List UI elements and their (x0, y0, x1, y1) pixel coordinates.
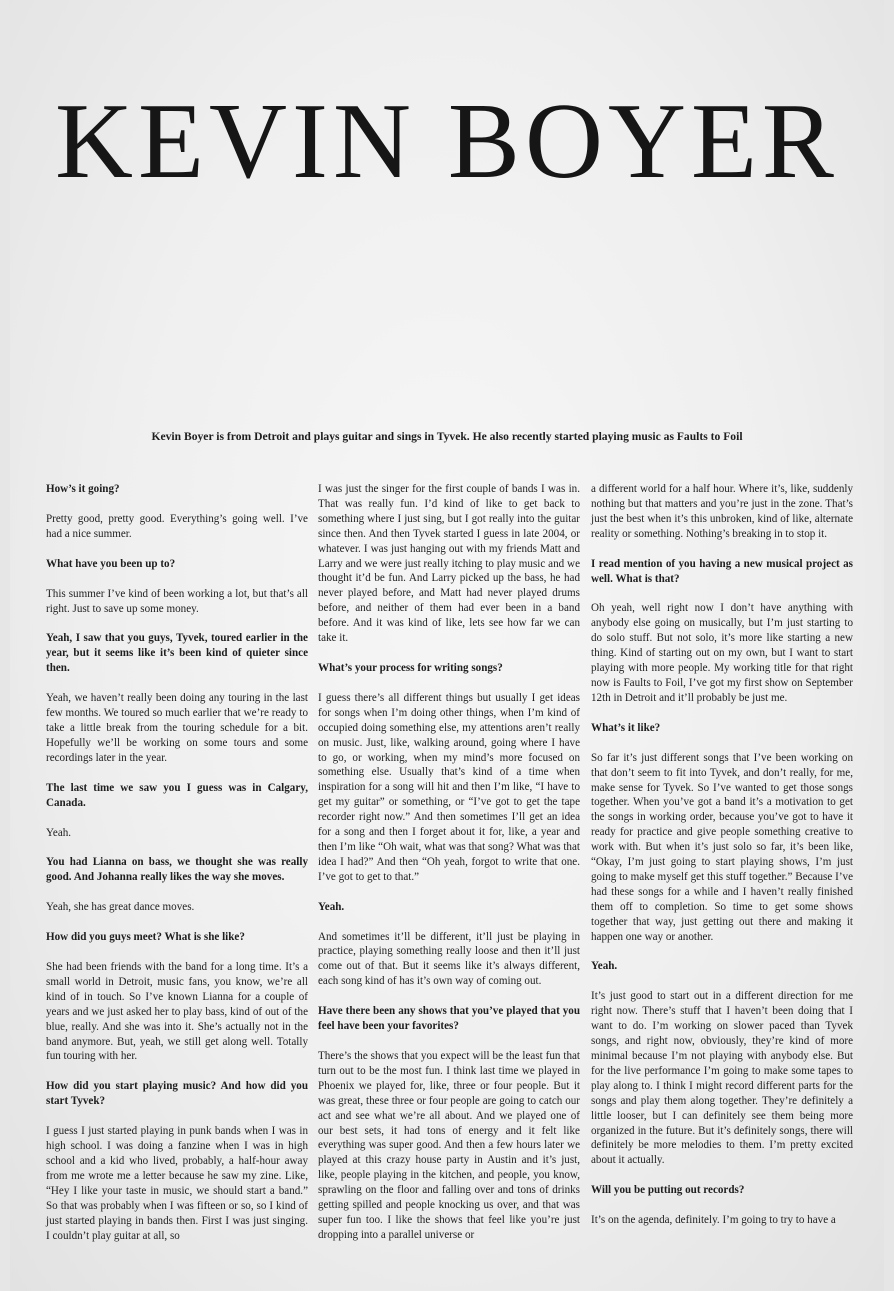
interview-answer: I was just the singer for the first couple of bands I was in. That was really fun. I’d kind of like to get back to something where I just sing, but I got really into the guitar since then. And then Tyvek started I guess in late 2004, or whatever. I was just hanging out with my friends Matt and Larry and we were just really itching to play music and we thought it’d be fun. And Larry picked up the bass, he had never played before, and Matt had never played drums before, and neither of them had ever been in a band before. And it was kind of like, lets see how far we can take it. (318, 483, 580, 645)
interview-question: What have you been up to? (46, 557, 176, 570)
interview-answer: So far it’s just different songs that I’ve been working on that don’t seem to fit into Tyvek, and don’t really, for me, make sense for Tyvek. So I’ve wanted to get those songs together. When you’ve got a band it’s a motivation to get the songs in working order, because you’ve got to have it ready for practice and give people something creative to work with. But when it’s just solo so far, it’s been like, “Okay, I’m just going to start playing shows, I’m just going to make myself get this stuff together.” Because I’ve had these songs for a while and I haven’t really finished them off to completion. So time to get some shows together that way, just getting out there and making it happen one way or another. (591, 751, 853, 943)
interview-question: Yeah. (318, 900, 345, 913)
interview-answer: There’s the shows that you expect will be the least fun that turn out to be the most fun. I think last time we played in Phoenix we played for, like, three or four people. But it was great, these three or four people are going to catch our act and see what we’re all about. And we played one of our best sets, it had tons of energy and it felt like everything was super good. And then a few hours later we played at this crazy house party in Austin and it’s just, like, people playing in the kitchen, and people, you know, sprawling on the floor and falling over and tons of drinks getting spilled and people knocking us over, and that was super fun too. I like the shows that feel like you’re just dropping into a parallel universe or (318, 1050, 580, 1241)
interview-answer: Yeah, we haven’t really been doing any touring in the last few months. We toured so much earlier that we’re ready to take a little break from the touring schedule for a bit. Hopefully we’ll be working on some tours and some recordings later in the year. (46, 692, 308, 764)
interview-question: Yeah, I saw that you guys, Tyvek, toured earlier in the year, but it seems like it’s been kind of quieter since then. (46, 632, 308, 675)
interview-column-2 (318, 482, 580, 1258)
interview-question: Have there been any shows that you’ve played that you feel have been your favorites? (318, 1005, 580, 1033)
interview-answer: It’s on the agenda, definitely. I’m going to try to have a (591, 1214, 836, 1227)
interview-question: You had Lianna on bass, we thought she was really good. And Johanna really likes the way she moves. (46, 856, 308, 884)
interview-answer: It’s just good to start out in a different direction for me right now. There’s stuff that I haven’t been doing that I want to do. I’m working on slower paced than Tyvek songs, and right now, obviously, they’re kind of more minimal because I’m not playing with anybody else. But for the live performance I’m going to make some tapes to play along to. I think I might record different parts for the songs and play them along together. They’re definitely a little looser, but I can definitely see them being more organized in the future. But it’s definitely songs, there will definitely be more melodies to them. I’m pretty excited about it actually. (591, 990, 853, 1167)
interview-column-3 (591, 482, 853, 1243)
interview-answer: Yeah. (46, 826, 72, 839)
interview-answer: And sometimes it’ll be different, it’ll just be playing in practice, playing something really loose and then it’ll just come out of that. But it seems like it’s always different, each song kind of has it’s own way of coming out. (318, 930, 580, 988)
interview-answer: She had been friends with the band for a long time. It’s a small world in Detroit, music fans, you know, we’re all kind of in touch. So I’ve known Lianna for a couple of years and we just asked her to play bass, kind of out of the blue, really. And she was into it. She’s actually not in the band anymore. But, yeah, we still get along well. Totally fun touring with her. (46, 961, 308, 1063)
interview-question: Yeah. (591, 960, 618, 973)
interview-question: What’s it like? (591, 721, 661, 734)
interview-answer: I guess there’s all different things but usually I get ideas for songs when I’m doing other things, when I’m kind of occupied doing something else, my attentions aren’t really on music. Just, like, walking around, going where I have to go, or working, when my mind’s more focused on something else. Usually that’s kind of a time when inspiration for a song will hit and then I’m like, “I have to get my guitar” or something, or “I’ve got to get the tape recorder right now.” And then sometimes I’ll get an idea for a song and then I forget about it for, like, a year and then I’m like “Oh wait, what was that song? What was that idea I had?” And then “Oh yeah, forgot to write that one. I’ve got to get to that.” (318, 691, 580, 883)
interview-question: How did you guys meet? What is she like? (46, 931, 245, 944)
interview-question: How’s it going? (46, 483, 120, 495)
interview-answer: I guess I just started playing in punk bands when I was in high school. I was doing a fanzine when I was in high school and a kid who lived, probably, a half-hour away from me wrote me a letter because he saw my zine. Like, “Hey I like your taste in music, we should start a band.” So that was probably when I was fifteen or so, so I kind of just started playing in bands then. First I was just singing. I couldn’t play guitar at all, so (46, 1125, 308, 1242)
interview-answer: Yeah, she has great dance moves. (46, 901, 195, 914)
page-title: KEVIN BOYER (55, 82, 839, 201)
intro-text: Kevin Boyer is from Detroit and plays guitar and sings in Tyvek. He also recently started playing music as Faults to Foil (151, 430, 743, 443)
interview-answer: This summer I’ve kind of been working a lot, but that’s all right. Just to save up some money. (46, 587, 308, 615)
interview-question: I read mention of you having a new musical project as well. What is that? (591, 557, 853, 585)
interview-column-1 (46, 482, 308, 1258)
interview-answer: a different world for a half hour. Where it’s, like, suddenly nothing but that matters and you’re just in the zone. That’s just the best when it’s this unbroken, kind of like, alternate reality or something. Nothing’s breaking in to stop it. (591, 483, 853, 540)
interview-question: How did you start playing music? And how did you start Tyvek? (46, 1080, 308, 1108)
interview-question: The last time we saw you I guess was in Calgary, Canada. (46, 781, 308, 809)
interview-question: What’s your process for writing songs? (318, 661, 503, 674)
interview-question: Will you be putting out records? (591, 1184, 745, 1197)
interview-answer: Oh yeah, well right now I don’t have anything with anybody else going on musically, but I’m just starting to do solo stuff. But not solo, it’s more like starting a new thing. Kind of starting out on my own, but I want to start playing with more people. My working title for that right now is Faults to Foil, I’ve got my first show on September 12th in Detroit and it’ll probably be just me. (591, 602, 853, 704)
interview-answer: Pretty good, pretty good. Everything’s going well. I’ve had a nice summer. (46, 512, 308, 540)
